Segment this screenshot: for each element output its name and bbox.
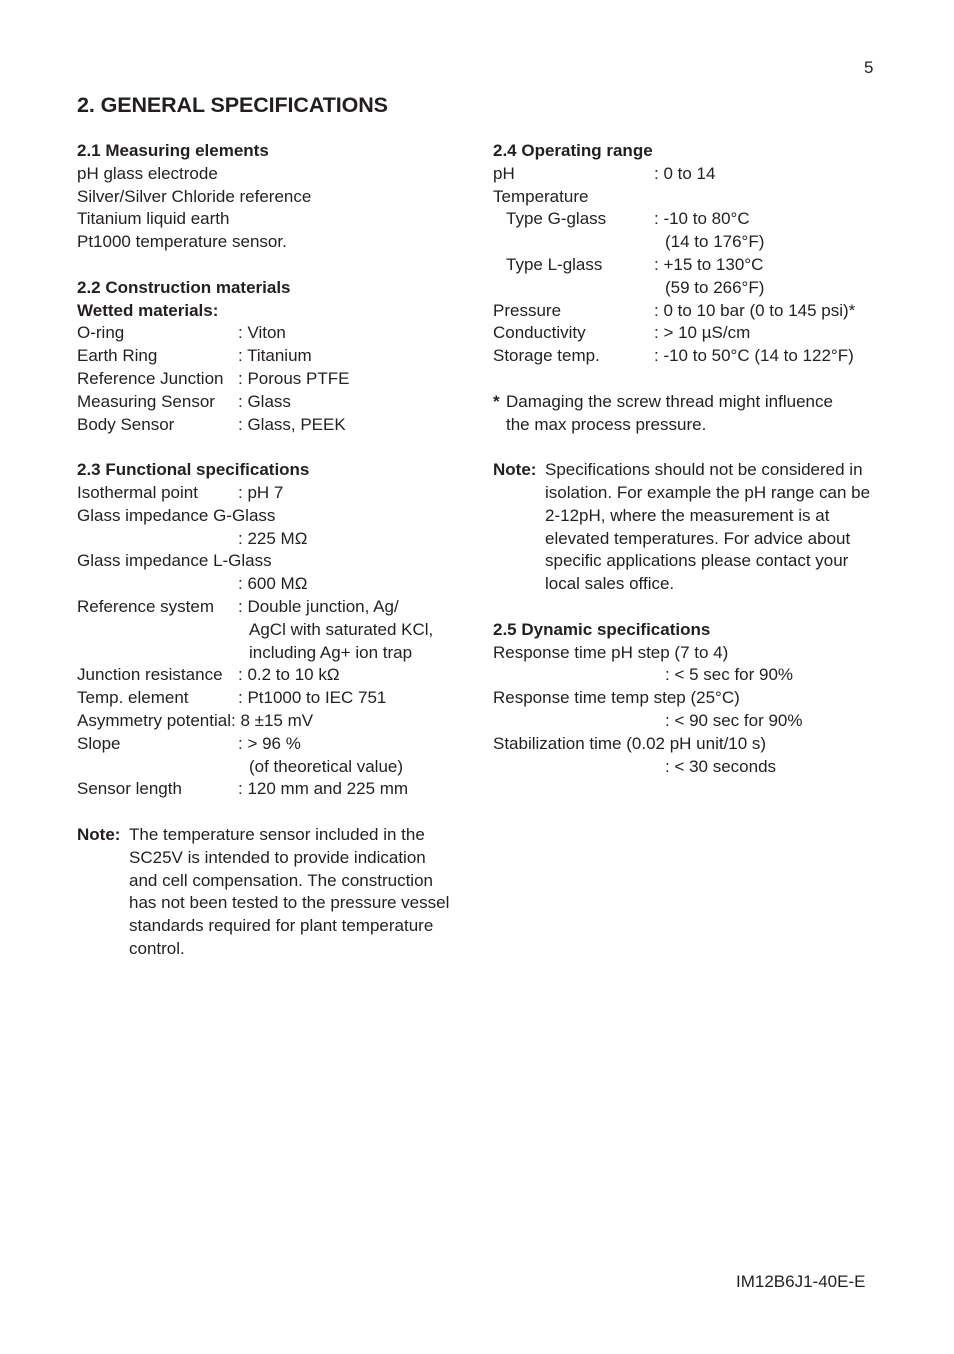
spec-label: Isothermal point — [77, 482, 198, 502]
spec-label: Glass impedance G-Glass — [77, 505, 276, 525]
section-operating-range — [493, 140, 893, 368]
spec-row — [493, 208, 893, 231]
section-construction-materials — [77, 277, 467, 437]
spec-row — [77, 414, 467, 437]
note-specifications — [493, 459, 893, 596]
section-heading: 2.5 Dynamic specifications — [493, 619, 711, 639]
spec-label: Type G-glass — [506, 209, 607, 229]
page-title: 2. GENERAL SPECIFICATIONS — [77, 93, 388, 117]
spec-value: : Double junction, Ag/ — [238, 596, 399, 616]
spec-label: Stabilization time (0.02 pH unit/10 s) — [493, 733, 767, 753]
spec-value: : < 5 sec for 90% — [665, 665, 794, 685]
footnote-mark: * — [493, 391, 500, 411]
spec-label: Glass impedance L-Glass — [77, 551, 272, 571]
section-subheading: Wetted materials: — [77, 300, 219, 320]
note-text: The temperature sensor included in the SC25V is intended to provide indication and cell compensation. The construction has not been tested to the pressure vessel standards required for plant temperature control. — [129, 824, 450, 958]
document-code: IM12B6J1-40E-E — [736, 1272, 866, 1291]
page-number: 5 — [864, 58, 874, 77]
spec-row — [77, 368, 467, 391]
spec-value-continued: including Ag+ ion trap — [249, 642, 413, 662]
spec-row — [77, 345, 467, 368]
spec-value: : < 30 seconds — [665, 756, 777, 776]
spec-value: : 0 to 10 bar (0 to 145 psi)* — [654, 300, 856, 320]
spec-row — [493, 300, 893, 323]
spec-value: : -10 to 50°C (14 to 122°F) — [654, 346, 854, 366]
spec-label: Junction resistance — [77, 665, 223, 685]
spec-value: : Pt1000 to IEC 751 — [238, 688, 387, 708]
measuring-element-line: pH glass electrode — [77, 163, 218, 183]
note-sensor — [77, 824, 467, 961]
spec-row — [77, 664, 467, 687]
spec-label: Temp. element — [77, 688, 189, 708]
spec-value: : < 90 sec for 90% — [665, 710, 803, 730]
measuring-element-line: Pt1000 temperature sensor. — [77, 232, 287, 252]
section-heading: 2.2 Construction materials — [77, 277, 291, 297]
spec-value: : +15 to 130°C — [654, 254, 764, 274]
measuring-element-line: Silver/Silver Chloride reference — [77, 186, 312, 206]
spec-value: : 0.2 to 10 kΩ — [238, 665, 340, 685]
spec-value: : 120 mm and 225 mm — [238, 779, 409, 799]
spec-row — [493, 322, 893, 345]
spec-label: Reference Junction — [77, 368, 224, 388]
spec-value: : Porous PTFE — [238, 368, 350, 388]
spec-value: : > 10 µS/cm — [654, 323, 751, 343]
right-column — [493, 140, 893, 801]
spec-value: : 225 MΩ — [238, 528, 308, 548]
spec-label: O-ring — [77, 323, 125, 343]
spec-value-continued: (14 to 176°F) — [665, 232, 765, 252]
spec-value: : Glass, PEEK — [238, 414, 346, 434]
spec-row — [493, 345, 893, 368]
spec-label: Storage temp. — [493, 346, 600, 366]
spec-value-continued: (of theoretical value) — [249, 756, 404, 776]
spec-value-continued: AgCl with saturated KCl, — [249, 619, 434, 639]
footnote-text: Damaging the screw thread might influence the max process pressure. — [506, 391, 833, 434]
spec-row — [77, 528, 467, 551]
spec-label: Earth Ring — [77, 346, 158, 366]
spec-row — [77, 687, 467, 710]
spec-value: : > 96 % — [238, 733, 301, 753]
spec-label: Temperature — [493, 186, 589, 206]
spec-label: Body Sensor — [77, 414, 175, 434]
spec-row — [493, 163, 893, 186]
spec-value: : -10 to 80°C — [654, 209, 750, 229]
spec-label: Response time temp step (25°C) — [493, 688, 740, 708]
footnote — [493, 391, 893, 437]
spec-label: Measuring Sensor — [77, 391, 215, 411]
spec-row — [77, 573, 467, 596]
spec-label: pH — [493, 163, 515, 183]
spec-label: Response time pH step (7 to 4) — [493, 642, 729, 662]
note-label: Note: — [493, 460, 537, 480]
spec-row — [77, 778, 467, 801]
spec-label: Pressure — [493, 300, 562, 320]
spec-label: Sensor length — [77, 779, 182, 799]
spec-value: : 8 ±15 mV — [231, 710, 314, 730]
spec-value: : Glass — [238, 391, 291, 411]
spec-row — [77, 391, 467, 414]
spec-row — [77, 482, 467, 505]
section-dynamic-specifications — [493, 619, 893, 779]
section-functional-specifications — [77, 459, 467, 801]
spec-label: Type L-glass — [506, 254, 603, 274]
section-heading: 2.4 Operating range — [493, 141, 653, 160]
spec-value-continued: (59 to 266°F) — [665, 277, 765, 297]
spec-value: : pH 7 — [238, 482, 284, 502]
left-column — [77, 140, 467, 961]
spec-row — [77, 322, 467, 345]
spec-value: : 0 to 14 — [654, 163, 716, 183]
measuring-element-line: Titanium liquid earth — [77, 209, 230, 229]
spec-value: : 600 MΩ — [238, 574, 308, 594]
spec-value: : Titanium — [238, 346, 312, 366]
spec-row — [493, 254, 893, 277]
spec-row — [77, 733, 467, 756]
spec-label: Slope — [77, 733, 121, 753]
spec-value: : Viton — [238, 323, 286, 343]
spec-label: Asymmetry potential — [77, 710, 231, 730]
note-text: Specifications should not be considered in isolation. For example the pH range can be 2-12pH, where the measurement is at elevated temperatures. For advice about specific applications please contact your local sales office. — [545, 460, 871, 594]
note-label: Note: — [77, 824, 121, 844]
section-heading: 2.3 Functional specifications — [77, 460, 310, 480]
section-measuring-elements — [77, 140, 467, 254]
spec-label: Conductivity — [493, 323, 586, 343]
spec-row — [77, 710, 467, 733]
spec-label: Reference system — [77, 596, 214, 616]
spec-row — [77, 596, 467, 619]
section-heading: 2.1 Measuring elements — [77, 141, 269, 160]
